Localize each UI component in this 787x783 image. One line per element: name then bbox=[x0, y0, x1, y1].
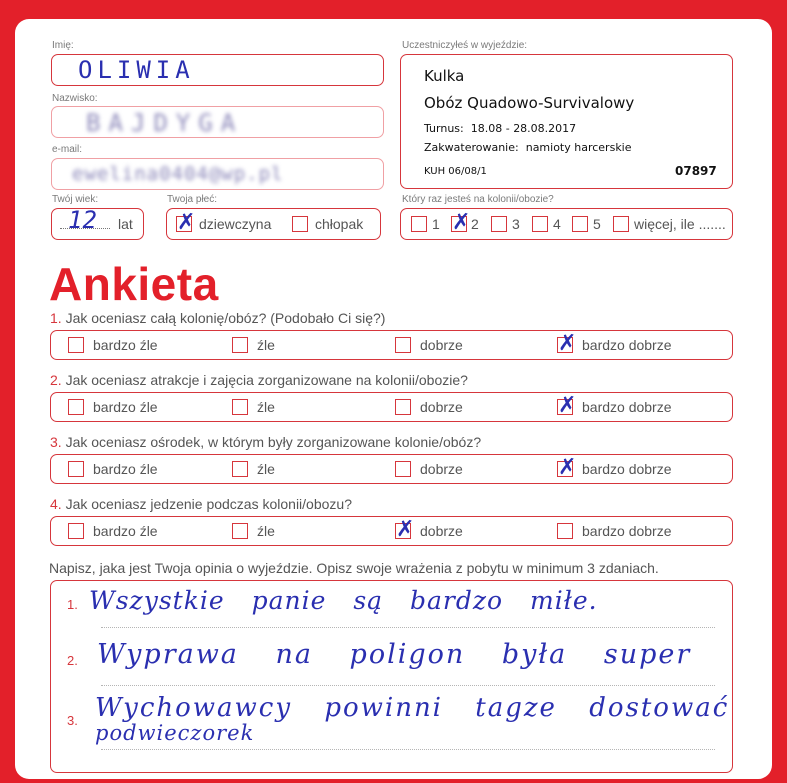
survey-title: Ankieta bbox=[49, 258, 219, 310]
rating-option-label: bardzo źle bbox=[93, 399, 158, 415]
gender-option-label: dziewczyna bbox=[199, 216, 272, 232]
question-text bbox=[50, 434, 481, 450]
email-field[interactable] bbox=[51, 158, 384, 190]
check-mark-icon: ✗ bbox=[558, 331, 577, 356]
trip-code: KUH 06/08/1 bbox=[424, 166, 487, 177]
question-text bbox=[50, 372, 468, 388]
name-label: Imię: bbox=[52, 40, 74, 51]
opinion-box[interactable] bbox=[50, 580, 733, 773]
rating-group bbox=[50, 454, 733, 484]
gender-option-label: chłopak bbox=[315, 216, 364, 232]
opinion-prompt: Napisz, jaka jest Twoja opinia o wyjeździe. Opisz swoje wrażenia z pobytu w minimum 3 zdaniach. bbox=[49, 560, 659, 576]
trip-label: Uczestniczyłeś w wyjeździe: bbox=[402, 40, 528, 51]
times-option-label: 3 bbox=[512, 216, 520, 232]
rating-checkbox[interactable] bbox=[68, 523, 84, 539]
question-number: 3. bbox=[50, 434, 62, 450]
rating-option-label: dobrze bbox=[420, 461, 463, 477]
email-value: ewelina0404@wp.pl bbox=[72, 163, 284, 185]
question-label: Jak oceniasz atrakcje i zajęcia zorganizowane na kolonii/obozie? bbox=[65, 372, 468, 388]
opinion-text-3: Wychowawcy powinni tagze dostować bbox=[95, 693, 730, 723]
rating-option-label: bardzo źle bbox=[93, 523, 158, 539]
opinion-line bbox=[101, 627, 715, 628]
opinion-line-number: 1. bbox=[67, 597, 78, 612]
rating-checkbox[interactable] bbox=[395, 399, 411, 415]
rating-checkbox[interactable] bbox=[232, 399, 248, 415]
rating-checkbox[interactable] bbox=[68, 399, 84, 415]
question-number: 2. bbox=[50, 372, 62, 388]
rating-option-label: bardzo dobrze bbox=[582, 399, 672, 415]
opinion-text-1: Wszystkie panie są bardzo miłe. bbox=[89, 586, 598, 615]
opinion-line bbox=[101, 749, 715, 750]
times-option-label: więcej, ile ....... bbox=[634, 216, 726, 232]
opinion-text-3-cont: podwieczorek bbox=[95, 721, 255, 745]
surname-label: Nazwisko: bbox=[52, 93, 98, 104]
rating-checkbox[interactable] bbox=[232, 461, 248, 477]
rating-checkbox[interactable] bbox=[68, 337, 84, 353]
trip-number: 07897 bbox=[675, 164, 717, 178]
times-option-label: 4 bbox=[553, 216, 561, 232]
times-option-label: 2 bbox=[471, 216, 479, 232]
question-label: Jak oceniasz ośrodek, w którym były zorganizowane kolonie/obóz? bbox=[65, 434, 482, 450]
rating-checkbox[interactable] bbox=[395, 337, 411, 353]
question-text bbox=[50, 496, 352, 512]
times-checkbox-more[interactable] bbox=[613, 216, 629, 232]
name-value: OLIWIA bbox=[78, 56, 195, 84]
check-mark-icon: ✗ bbox=[558, 455, 577, 480]
times-checkbox-1[interactable] bbox=[411, 216, 427, 232]
trip-name: Kulka bbox=[424, 67, 465, 85]
question-number: 4. bbox=[50, 496, 62, 512]
rating-option-label: źle bbox=[257, 399, 275, 415]
rating-checkbox[interactable] bbox=[68, 461, 84, 477]
question-label: Jak oceniasz jedzenie podczas kolonii/obozu? bbox=[65, 496, 352, 512]
opinion-line-number: 2. bbox=[67, 653, 78, 668]
question-number: 1. bbox=[50, 310, 62, 326]
rating-option-label: bardzo źle bbox=[93, 337, 158, 353]
email-label: e-mail: bbox=[52, 144, 83, 155]
gender-group bbox=[166, 208, 381, 240]
rating-option-label: bardzo źle bbox=[93, 461, 158, 477]
times-checkbox-3[interactable] bbox=[491, 216, 507, 232]
question-label: Jak oceniasz całą kolonię/obóz? (Podobało Ci się?) bbox=[65, 310, 386, 326]
rating-checkbox[interactable] bbox=[232, 337, 248, 353]
rating-checkbox[interactable] bbox=[557, 523, 573, 539]
age-field[interactable] bbox=[51, 208, 144, 240]
name-field[interactable] bbox=[51, 54, 384, 86]
form-card bbox=[15, 19, 772, 779]
rating-option-label: bardzo dobrze bbox=[582, 461, 672, 477]
gender-checkbox-chlopak[interactable] bbox=[292, 216, 308, 232]
turnus-value: 18.08 - 28.08.2017 bbox=[470, 122, 577, 135]
trip-turnus bbox=[424, 122, 576, 135]
rating-option-label: dobrze bbox=[420, 399, 463, 415]
check-mark-icon: ✗ bbox=[396, 517, 415, 542]
question-text bbox=[50, 310, 385, 326]
rating-option-label: dobrze bbox=[420, 337, 463, 353]
age-label: Twój wiek: bbox=[52, 194, 99, 205]
check-mark-icon: ✗ bbox=[558, 393, 577, 418]
rating-group bbox=[50, 392, 733, 422]
times-checkbox-5[interactable] bbox=[572, 216, 588, 232]
rating-checkbox[interactable] bbox=[395, 461, 411, 477]
trip-camp: Obóz Quadowo-Survivalowy bbox=[424, 94, 635, 112]
check-mark-icon: ✗ bbox=[452, 210, 471, 235]
rating-option-label: źle bbox=[257, 461, 275, 477]
rating-checkbox[interactable] bbox=[232, 523, 248, 539]
opinion-line-number: 3. bbox=[67, 713, 78, 728]
times-label: Który raz jesteś na kolonii/obozie? bbox=[402, 194, 554, 205]
rating-option-label: bardzo dobrze bbox=[582, 337, 672, 353]
rating-option-label: źle bbox=[257, 337, 275, 353]
rating-group bbox=[50, 330, 733, 360]
opinion-text-2: Wyprawa na poligon była super bbox=[97, 639, 692, 670]
rating-option-label: dobrze bbox=[420, 523, 463, 539]
rating-option-label: źle bbox=[257, 523, 275, 539]
accommodation-value: namioty harcerskie bbox=[525, 141, 632, 154]
rating-option-label: bardzo dobrze bbox=[582, 523, 672, 539]
times-option-label: 1 bbox=[432, 216, 440, 232]
age-dots bbox=[60, 228, 110, 229]
trip-accommodation bbox=[424, 141, 632, 154]
age-value: 12 bbox=[68, 206, 97, 234]
check-mark-icon: ✗ bbox=[177, 210, 196, 235]
rating-group bbox=[50, 516, 733, 546]
times-option-label: 5 bbox=[593, 216, 601, 232]
surname-value: BAJDYGA bbox=[86, 109, 244, 137]
gender-label: Twoja płeć: bbox=[167, 194, 218, 205]
surname-field[interactable] bbox=[51, 106, 384, 138]
times-checkbox-4[interactable] bbox=[532, 216, 548, 232]
accommodation-label: Zakwaterowanie: bbox=[424, 141, 519, 154]
age-unit: lat bbox=[118, 216, 133, 232]
opinion-line bbox=[101, 685, 715, 686]
times-group bbox=[400, 208, 733, 240]
trip-info-box bbox=[400, 54, 733, 189]
turnus-label: Turnus: bbox=[424, 122, 464, 135]
